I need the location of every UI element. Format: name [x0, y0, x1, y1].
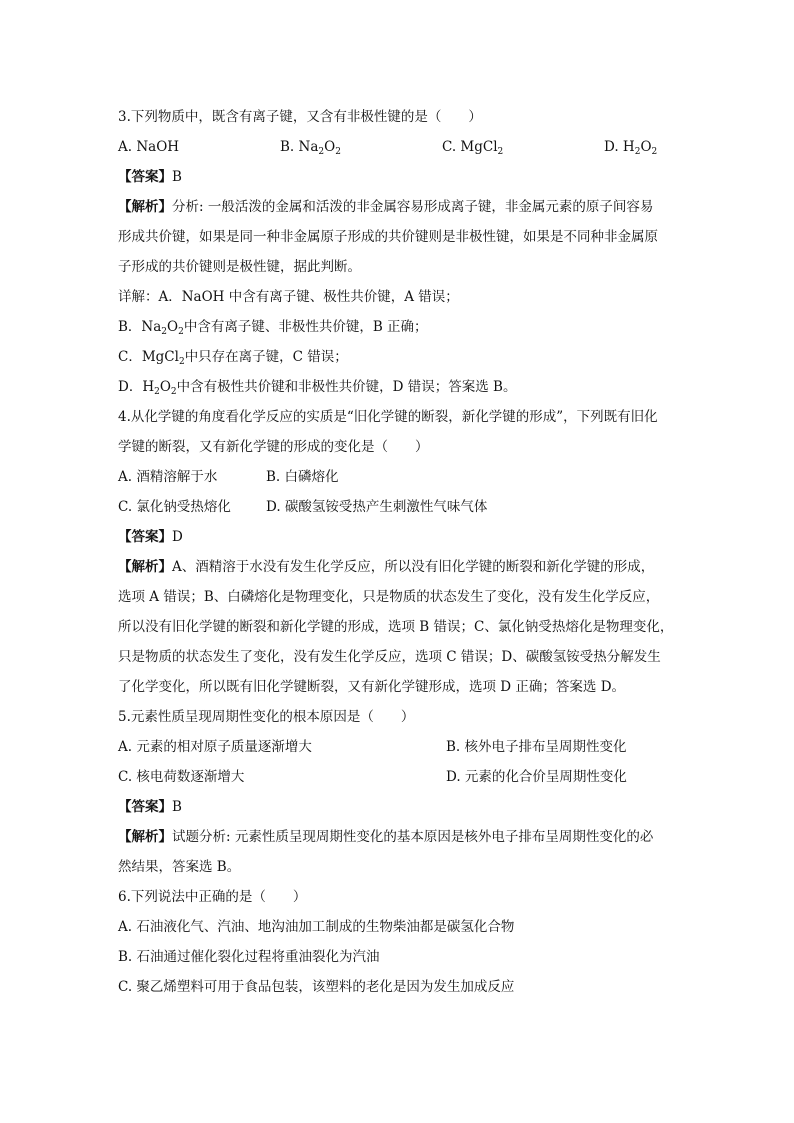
option-d: D. 碳酸氢铵受热产生刺激性气味气体	[266, 499, 488, 515]
question-5-options	[118, 762, 678, 792]
option-c: C. MgCl$_2$	[442, 139, 504, 157]
option-d: D. $H_2O_2$	[604, 139, 658, 157]
answer-line	[118, 522, 678, 552]
detail-line: 详解：A．NaOH 中含有离子键、极性共价键，A 错误；	[118, 289, 459, 305]
option-d: D. 元素的化合价呈周期性变化	[446, 769, 627, 785]
analysis-line: 只是物质的状态发生了变化，没有发生化学反应，选项 C 错误；D、碳酸氢铵受热分解发生	[118, 649, 661, 665]
option-b: B. 石油通过催化裂化过程将重油裂化为汽油	[118, 949, 380, 965]
question-4-stem: 学键的断裂，又有新化学键的形成的变化是（ ）	[118, 439, 429, 455]
answer-line	[118, 162, 678, 192]
analysis-line: 【解析】A、酒精溶于水没有发生化学反应，所以没有旧化学键的断裂和新化学键的形成，	[118, 559, 655, 575]
question-6-stem: 6.下列说法中正确的是（ ）	[118, 889, 307, 905]
option-a: A. 石油液化气、汽油、地沟油加工制成的生物柴油都是碳氢化合物	[118, 919, 515, 935]
analysis-line: 【解析】分析: 一般活泼的金属和活泼的非金属容易形成离子键，非金属元素的原子间容易	[118, 199, 654, 215]
analysis-line: 形成共价键，如果是同一种非金属原子形成的共价键则是非极性键，如果是不同种非金属原	[118, 229, 658, 245]
question-4-options	[118, 462, 678, 492]
question-3-options	[118, 132, 678, 162]
question-3-stem: 3.下列物质中，既含有离子键，又含有非极性键的是（ ）	[118, 109, 482, 125]
analysis-line: 选项 A 错误；B、白磷熔化是物理变化，只是物质的状态发生了变化，没有发生化学反应，	[118, 589, 660, 605]
detail-line: D．$H_2O_2$中含有极性共价键和非极性共价键，D 错误；答案选 B。	[118, 379, 517, 397]
question-5-stem: 5.元素性质呈现周期性变化的根本原因是（ ）	[118, 709, 415, 725]
option-c: C. 聚乙烯塑料可用于食品包装，该塑料的老化是因为发生加成反应	[118, 979, 515, 995]
question-4-stem: 4.从化学键的角度看化学反应的实质是“旧化学键的断裂，新化学键的形成”，下列既有旧化	[118, 409, 658, 425]
option-b: B. 核外电子排布呈周期性变化	[446, 739, 627, 755]
option-c: C. 核电荷数逐渐增大	[118, 769, 245, 785]
option-b: B. 白磷熔化	[266, 469, 339, 485]
option-a: A. 元素的相对原子质量逐渐增大	[118, 739, 312, 755]
answer-value: B	[172, 799, 182, 815]
answer-tag: 【答案】	[118, 169, 172, 185]
question-4-options	[118, 492, 678, 522]
analysis-tag: 【解析】	[118, 559, 172, 575]
detail-line: B．$Na_2O_2$中含有离子键、非极性共价键，B 正确；	[118, 319, 428, 337]
option-a: A. NaOH	[118, 139, 180, 155]
analysis-line: 【解析】试题分析: 元素性质呈现周期性变化的基本原因是核外电子排布呈周期性变化的必	[118, 829, 654, 845]
answer-value: B	[172, 169, 182, 185]
answer-tag: 【答案】	[118, 799, 172, 815]
analysis-line: 然结果，答案选 B。	[118, 859, 241, 875]
option-c: C. 氯化钠受热熔化	[118, 499, 231, 515]
document-body	[118, 102, 678, 1002]
question-5-options	[118, 732, 678, 762]
answer-line	[118, 792, 678, 822]
option-b: B. $Na_2O_2$	[280, 139, 341, 157]
analysis-line: 了化学变化，所以既有旧化学键断裂，又有新化学键形成，选项 D 正确；答案选 D。	[118, 679, 626, 695]
analysis-tag: 【解析】	[118, 199, 172, 215]
analysis-line: 子形成的共价键则是极性键，据此判断。	[118, 259, 361, 275]
answer-value: D	[172, 529, 183, 545]
analysis-line: 所以没有旧化学键的断裂和新化学键的形成，选项 B 错误；C、氯化钠受热熔化是物理变化，	[118, 619, 674, 635]
answer-tag: 【答案】	[118, 529, 172, 545]
analysis-tag: 【解析】	[118, 829, 172, 845]
detail-line: C．MgCl$_2$中只存在离子键，C 错误；	[118, 349, 348, 367]
option-a: A. 酒精溶解于水	[118, 469, 218, 485]
